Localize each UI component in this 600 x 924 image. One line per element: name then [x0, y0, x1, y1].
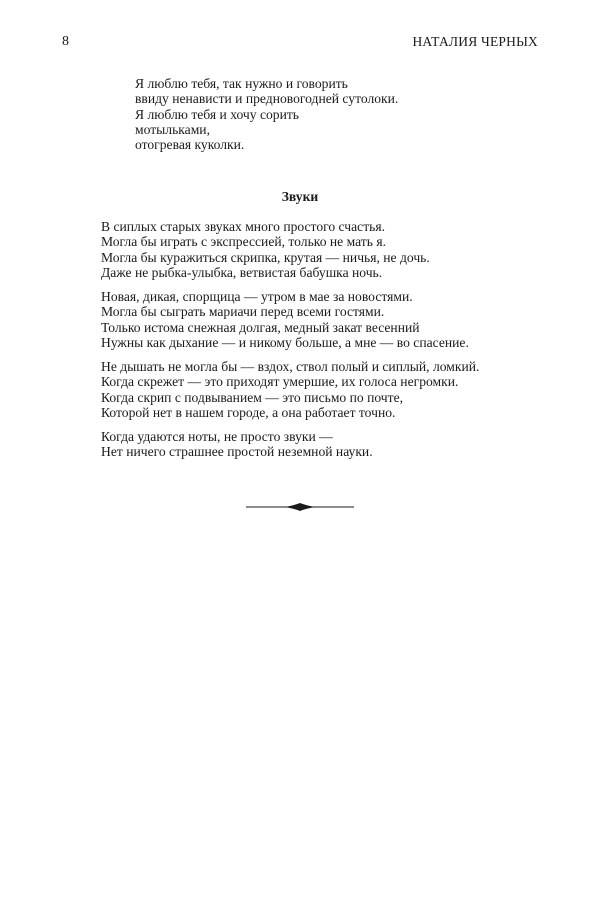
verse-line: Я люблю тебя и хочу сорить [135, 106, 299, 122]
poem-stanza-previous [135, 76, 398, 152]
verse-line: Не дышать не могла бы — вздох, ствол полый и сиплый, ломкий. [101, 359, 480, 374]
verse-line: Когда скрежет — это приходят умершие, их голоса негромки. [101, 374, 459, 390]
verse-line: Нужны как дыхание — и никому больше, а мне — во спасение. [101, 334, 469, 350]
verse-line: Когда удаются ноты, не просто звуки — [101, 429, 333, 444]
poem-title: Звуки [281, 189, 319, 204]
section-end-ornament-icon [246, 500, 354, 514]
verse-line: В сиплых старых звуках много простого счастья. [101, 219, 386, 234]
poem-stanza [101, 429, 373, 460]
verse-line: Только истома снежная долгая, медный закат весенний [101, 319, 420, 335]
verse-line: Даже не рыбка-улыбка, ветвистая бабушка ночь. [101, 264, 383, 280]
verse-line: мотыльками, [135, 121, 210, 137]
verse-line: Новая, дикая, спорщица — утром в мае за новостями. [101, 289, 413, 304]
verse-line: Когда скрип с подвыванием — это письмо по почте, [101, 389, 404, 405]
verse-line: Нет ничего страшнее простой неземной науки. [101, 444, 373, 460]
verse-line: ввиду ненависти и предновогодней сутолоки. [135, 91, 399, 107]
verse-line: отогревая куколки. [135, 137, 245, 153]
running-head: НАТАЛИЯ ЧЕРНЫХ [412, 34, 538, 49]
verse-line: Могла бы играть с экспрессией, только не мать я. [101, 234, 386, 250]
poem-stanza [101, 359, 479, 420]
verse-line: Могла бы сыграть мариачи перед всеми гостями. [101, 304, 385, 320]
verse-line: Я люблю тебя, так нужно и говорить [135, 76, 348, 91]
poem-stanza [101, 289, 469, 350]
verse-line: Которой нет в нашем городе, а она работает точно. [101, 404, 396, 420]
page-number: 8 [62, 34, 69, 49]
poem-stanza [101, 219, 430, 280]
verse-line: Могла бы куражиться скрипка, крутая — ничья, не дочь. [101, 249, 430, 265]
